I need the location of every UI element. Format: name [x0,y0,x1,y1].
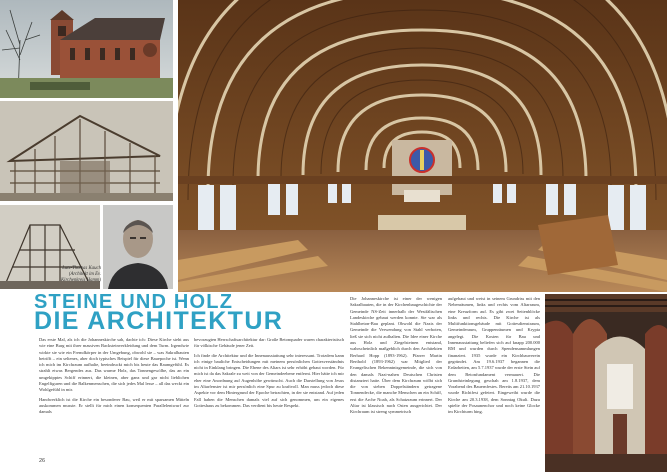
arched-corridor-photo [545,294,667,472]
headline-line2: DIE ARCHITEKTUR [34,307,284,335]
text-column-2 [194,337,344,412]
timber-frame-construction-photo [0,101,173,201]
architect-portrait-photo [103,205,173,289]
church-interior-nave-photo [178,0,667,292]
paragraph: Handwerklich ist die Kirche ein besonderer Bau, weil er mit sparsamen Mitteln auskommen musste. Er stellt für mich einen konsequenten Parallelentwurf zur damals [39,396,189,415]
photo-caption: Lutz-Thomas Kauch (Architekt im Ev. Kirchenkreis Hamm) [60,266,101,283]
paragraph: bevorzugten Herrschaftsarchitektur dar: Große Betonquader waren charakteristisch für völkische Gebäude jener Zeit. [194,337,344,349]
paragraph: Das erste Mal, als ich die Johanneskirche sah, dachte ich: Diese Kirche sieht aus wie eine Burg mit ihrer massiven Backsteinverkleidung und dem Turm. Irgendwie wirkte sie wie ein Fremdkörper in der Umgebung, obwohl sie – was Sakralbauten betrifft – ein seltenes, aber doch typisches Beispiel für diese Bauepoche ist. Wenn ich mich im Kirchraum aufhalte, beeindruckt mich bis heute das Raumgefühl. Es strahlt etwas Bergendes aus. Das warme Holz, das Tonnengewölbe, das an ein umgekipptes Schiff erinnert, die kleinen, aber ganz und gar nicht lieblichen Engelfiguren und die Balkenmenschen, die sich jedes Mal lesse – all das weckt ein Wohlgefühl in mir. [39,337,189,393]
page-number: 26 [39,458,46,464]
text-column-3 [350,296,442,419]
paragraph: aufgebaut und weist in seinem Grundriss mit den Nebenräumen, links und rechts vom Altarraum, eine Kreuzform auf. Es gibt zwei Seitenblöcke links und rechts. Die Kirche ist als Multifunktionsgebäude mit Gottesdienstraum, Gemeinderaum, Gruppenräumen und Krypta angelegt. Die Kosten für Bau und Innenausstattung beliefen sich auf knapp 200.000 RM und wurden durch Spendensammlungen finanziert. 1935 wurde ein Kirchbauverein gegründet. Am 19.6.1937 begannen die Erdarbeiten, am 5.7.1937 wurde der erste Stein auf dem Betonfundament vermauert. Die Grundsteinlegung geschah am 1.8.1937, dem Vorabend des Bauernfestes. Bereits am 21.10.1937 wurde Richtfest gefeiert. Eingeweiht wurde die Kirche am 20.3.1938, dem Sonntag Okuli. Dazu spielte der Posaunenchor und noch keine Glocke im Kirchturm hing. [448,296,540,415]
paragraph: Die Johanneskirche ist einer der wenigen Sakralbauten, die in der Kirchenbaugeschichte der Gemeinde NS-Zeit innerhalb der Westfälischen Landeskirche gebaut werden konnte. Sie war als Stahlbeton-Bau geplant. Obwohl die Nazis der Gemeinde die Verwendung von Stahl verboten, ließ sie sich nicht aufhalten. Die Idee einer Kirche aus Holz und Ziegelsteinen entstand, wahrscheinlich maßgeblich durch den Architekten Berhard Hopp (1893-1962). Pfarrer Martin Berthold (1893-1962) war Mitglied der Evangelischen Bekenntnisgemeinde, die sich von den damals Nazi-nahen Deutschen Christen distanziert hatte. Über dem Kirchraum wölbt sich die von sieben Doppelständern getragene Tonnendecke, die manche Menschen an ein Schiff, erst die Arche Noah, als Schatzraum erinnert. Der Altar ist klassisch nach Osten ausgerichtet. Der Kirchraum ist streng symmetrisch [350,296,442,415]
headline-line1: STEINE UND HOLZ [34,291,234,313]
paragraph: Ich finde die Architektur und die Innenausstattung sehr interessant. Trotzdem kann ich einige bauliche Entscheidungen mit meinem persönlichen Gottesverständnis nicht in Einklang bringen. Die Ebene des Altars ist sehr erhöht gebaut worden. Für mich ist da das Sakrale zu weit von der Gemeindeebene entfernt. Hier hätte ich mir eher eine Anordnung auf Augenhöhe gewünscht. Auch die Darstellung von Jesus im Altarfenster ist mir persönlich eine Spur zu kraftvoll. Man muss jedoch diese Aspekte vor dem Hintergrund der Epoche betrachten, in der sie entstand. Auf jeden Fall haben die Menschen damals viel auf sich genommen, um ein eigenes Gotteshaus zu bekommen. Das verdient bis heute Respekt. [194,352,344,408]
text-column-1 [39,337,189,419]
church-exterior-photo [0,0,173,98]
text-column-4 [448,296,540,419]
